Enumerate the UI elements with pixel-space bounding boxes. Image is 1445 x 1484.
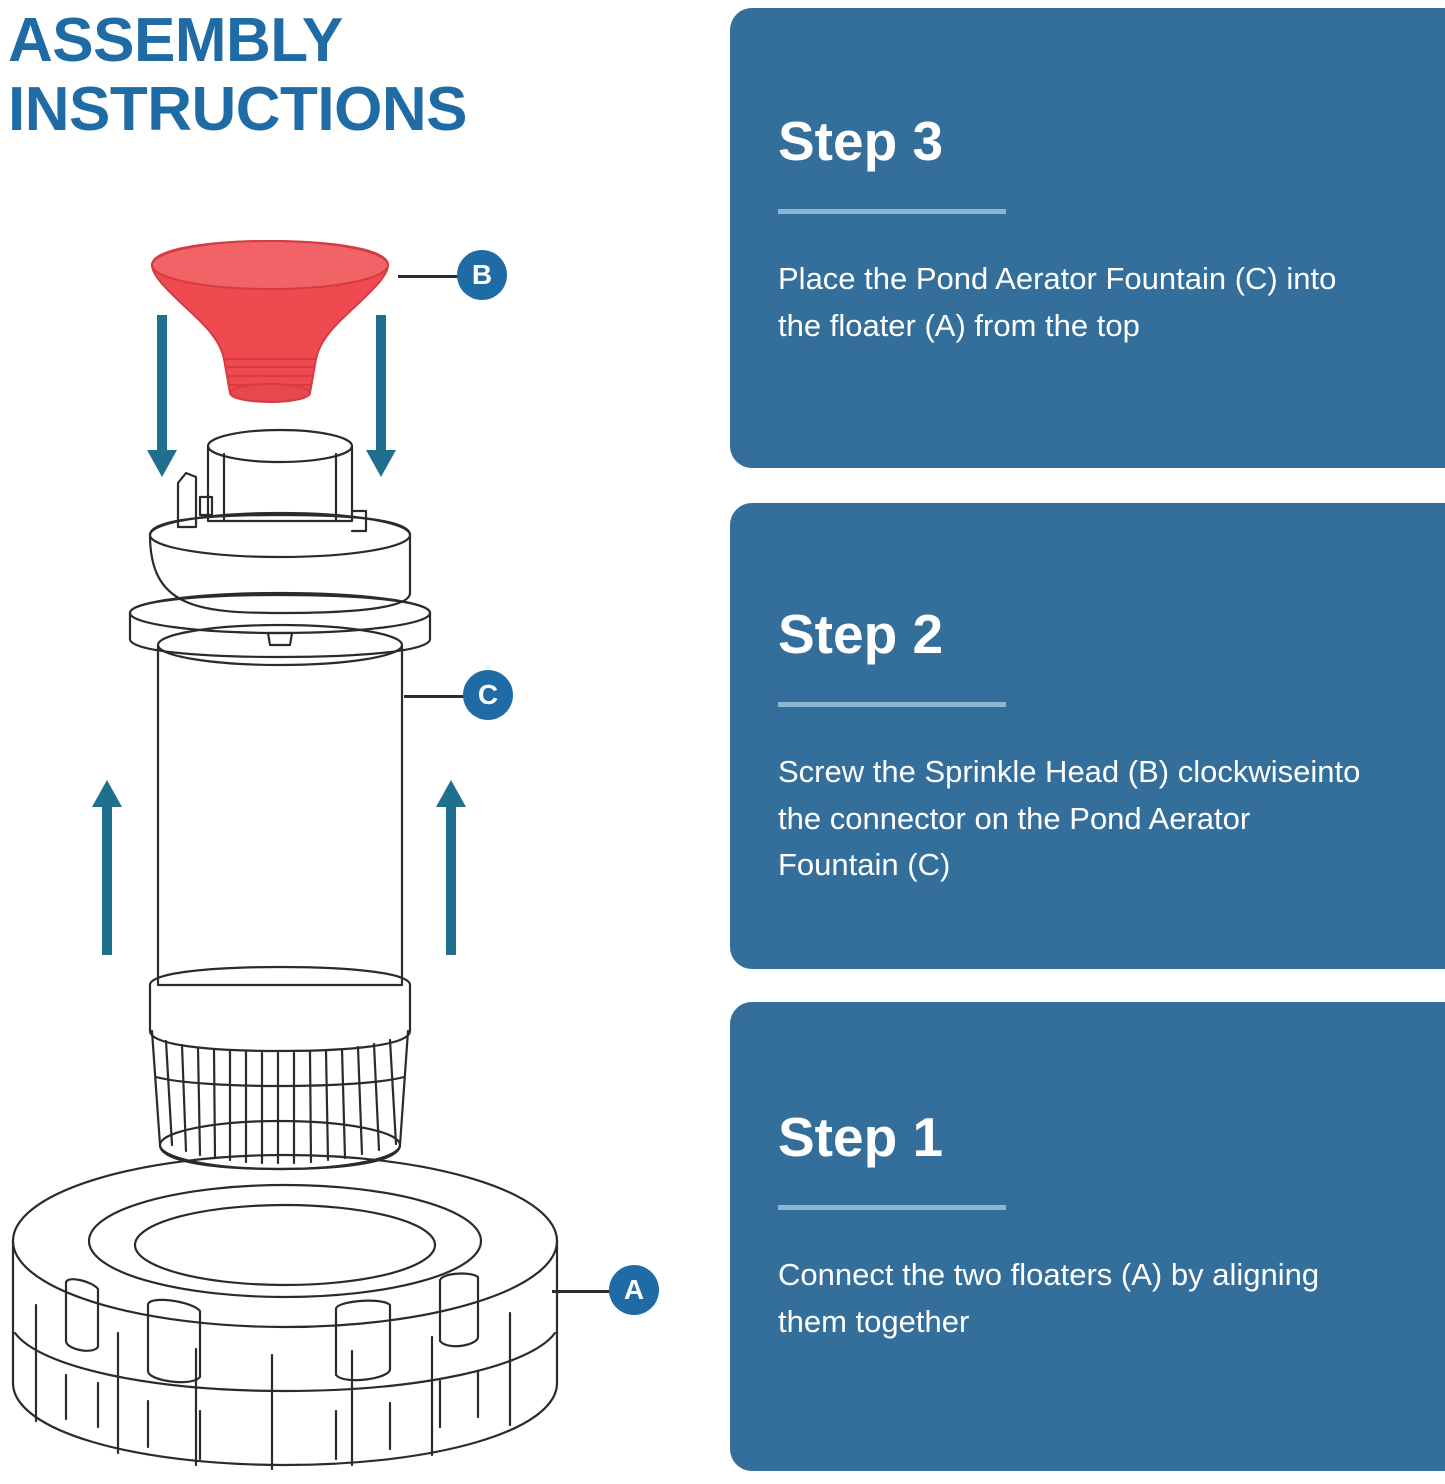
callout-line-a xyxy=(552,1290,612,1293)
callout-line-c xyxy=(404,695,466,698)
page-title: ASSEMBLY INSTRUCTIONS xyxy=(8,6,467,145)
step-3-heading: Step 3 xyxy=(778,110,944,172)
pond-aerator-fountain-part xyxy=(130,430,430,1169)
steps-column xyxy=(730,0,1445,1479)
step-3-body: Place the Pond Aerator Fountain (C) into the floater (A) from the top xyxy=(778,261,1337,343)
callout-line-b xyxy=(398,275,460,278)
callout-b: B xyxy=(457,250,507,300)
floater-part xyxy=(13,1155,557,1469)
step-2-body: Screw the Sprinkle Head (B) clockwiseinto the connector on the Pond Aerator Fountain (C) xyxy=(778,754,1361,882)
step-1-heading: Step 1 xyxy=(778,1106,944,1168)
step-1-body: Connect the two floaters (A) by aligning them together xyxy=(778,1257,1320,1339)
exploded-assembly-diagram xyxy=(0,215,730,1479)
step-card-2 xyxy=(730,503,1445,969)
step-2-heading: Step 2 xyxy=(778,603,944,665)
callout-a: A xyxy=(609,1265,659,1315)
sprinkle-head-part xyxy=(152,241,388,402)
step-card-1 xyxy=(730,1002,1445,1471)
step-card-3 xyxy=(730,8,1445,468)
callout-c: C xyxy=(463,670,513,720)
up-arrows xyxy=(92,780,466,955)
